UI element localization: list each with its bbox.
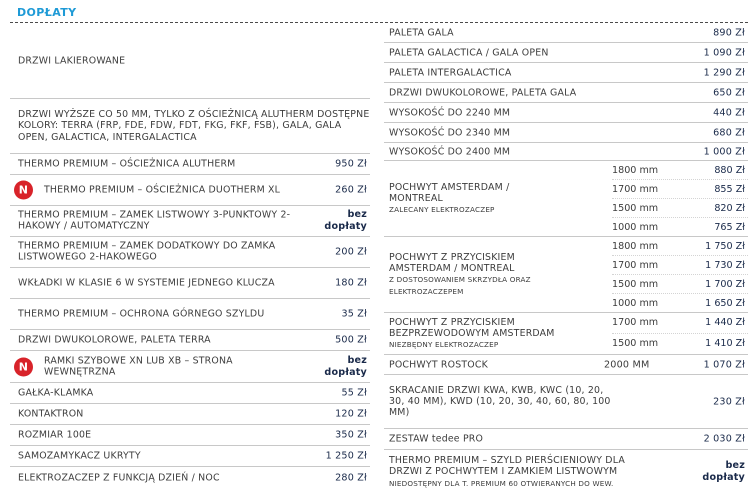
item-price: 1 250 Zł	[325, 450, 367, 462]
item-label: WYSOKOŚĆ DO 2340 MM	[389, 126, 511, 138]
list-item	[10, 330, 370, 351]
item-label: PALETA INTERGALACTICA	[389, 66, 512, 78]
item-label: GAŁKA-KLAMKA	[18, 387, 94, 399]
handle-group	[384, 237, 748, 313]
item-label: PALETA GALACTICA / GALA OPEN	[389, 46, 549, 58]
item-label: THERMO PREMIUM – OŚCIEŻNICA DUOTHERM XL	[44, 184, 281, 196]
item-price: 260 Zł	[335, 184, 367, 196]
size-price: 1 730 Zł	[705, 260, 745, 271]
handle-note: ZALECANY ELEKTROZACZEP	[389, 205, 495, 215]
item-price: bez dopłaty	[324, 354, 367, 378]
handle-note: Z DOSTOSOWANIEM SKRZYDŁA ORAZ ELEKTROZACZEPEM	[389, 275, 531, 296]
list-item	[10, 299, 370, 330]
list-item	[10, 467, 370, 488]
handle-name: POCHWYT Z PRZYCISKIEM AMSTERDAM / MONTREAL	[389, 251, 515, 275]
item-price: 2 030 Zł	[703, 433, 745, 445]
size-price: 1 700 Zł	[705, 279, 745, 290]
item-price: 1 090 Zł	[703, 46, 745, 58]
item-price: 200 Zł	[335, 246, 367, 258]
item-price: 1 000 Zł	[703, 145, 745, 157]
size-price: 1 410 Zł	[705, 338, 745, 349]
item-price: 950 Zł	[335, 158, 367, 170]
list-item	[384, 63, 748, 83]
item-price: 680 Zł	[713, 126, 745, 138]
size-price: 1 750 Zł	[705, 241, 745, 252]
size-price: 1 440 Zł	[705, 317, 745, 328]
list-item	[384, 429, 748, 450]
list-item	[10, 425, 370, 446]
item-label: DRZWI DWUKOLOROWE, PALETA GALA	[389, 86, 577, 98]
item-price: bez dopłaty	[702, 460, 745, 483]
item-price: bez dopłaty	[324, 209, 367, 232]
size-list	[612, 237, 748, 313]
list-item	[10, 154, 370, 175]
size-row	[612, 237, 748, 256]
list-item	[384, 83, 748, 103]
handle-group-label	[389, 181, 599, 215]
list-item	[10, 383, 370, 404]
item-label: THERMO PREMIUM – OŚCIEŻNICA ALUTHERM	[18, 158, 236, 170]
item-label: THERMO PREMIUM – ZAMEK LISTWOWY 3-PUNKTOWY 2-HAKOWY / AUTOMATYCZNY	[18, 209, 291, 232]
size-price: 880 Zł	[714, 165, 745, 176]
item-price: 890 Zł	[713, 27, 745, 39]
list-item	[384, 123, 748, 143]
item-price: 280 Zł	[335, 471, 367, 483]
size-row	[612, 256, 748, 275]
handle-group-label	[389, 316, 599, 350]
handle-note: NIEZBĘDNY ELEKTROZACZEP	[389, 340, 499, 350]
size-mm: 1000 mm	[612, 222, 659, 233]
item-label: ROZMIAR 100E	[18, 429, 92, 441]
size-row	[612, 180, 748, 199]
item-price: 500 Zł	[335, 334, 367, 346]
item-label: DRZWI LAKIEROWANE	[18, 55, 126, 67]
item-label: SKRACANIE DRZWI KWA, KWB, KWC (10, 20, 30, 40 MM), KWD (10, 20, 30, 40, 60, 80, 100 MM)	[389, 384, 611, 419]
list-item	[10, 268, 370, 299]
item-price: 1 070 Zł	[703, 358, 745, 370]
size-row	[612, 199, 748, 218]
item-price: 1 290 Zł	[703, 66, 745, 78]
item-price: 35 Zł	[341, 308, 367, 320]
size-row	[612, 218, 748, 237]
new-badge-icon: N	[14, 181, 33, 200]
list-item	[10, 404, 370, 425]
list-item	[10, 99, 370, 154]
list-item	[384, 375, 748, 429]
size-list	[612, 313, 748, 355]
item-price: 650 Zł	[713, 86, 745, 98]
size-mm: 1500 mm	[612, 279, 659, 290]
item-label: WYSOKOŚĆ DO 2400 MM	[389, 145, 511, 157]
size-mm: 1800 mm	[612, 165, 659, 176]
item-price: 180 Zł	[335, 277, 367, 289]
list-item	[10, 351, 370, 383]
list-item	[10, 446, 370, 467]
item-label: DRZWI WYŻSZE CO 50 MM, TYLKO Z OŚCIEŻNICĄ ALUTHERM DOSTĘPNE KOLORY: TERRA (FRP, FDE, FDW, FDT, FKG, FKF, FSB), GALA, GALA OPEN, GALACTICA, INTERGALACTICA	[18, 108, 370, 143]
list-item	[384, 355, 748, 375]
size-list	[612, 161, 748, 237]
item-price: 120 Zł	[335, 408, 367, 420]
handle-group	[384, 161, 748, 237]
left-price-column	[10, 24, 370, 488]
item-price: 440 Zł	[713, 106, 745, 118]
size-row	[612, 294, 748, 313]
item-price: 350 Zł	[335, 429, 367, 441]
size-price: 820 Zł	[714, 203, 745, 214]
item-label: ZESTAW tedee PRO	[389, 433, 484, 445]
handle-group-label	[389, 252, 599, 298]
handle-name: POCHWYT AMSTERDAM / MONTREAL	[389, 181, 510, 204]
list-item	[384, 450, 748, 494]
list-item	[384, 103, 748, 123]
title-divider	[10, 22, 748, 23]
size-mm: 2000 MM	[604, 358, 650, 370]
list-item	[10, 237, 370, 268]
list-item	[384, 43, 748, 63]
size-mm: 1700 mm	[612, 184, 659, 195]
size-price: 855 Zł	[714, 184, 745, 195]
item-label: SAMOZAMYKACZ UKRYTY	[18, 450, 141, 462]
item-label: RAMKI SZYBOWE XN LUB XB – STRONA WEWNĘTRZNA	[44, 355, 233, 378]
size-row	[612, 161, 748, 180]
item-label: THERMO PREMIUM – ZAMEK DODATKOWY DO ZAMKA LISTWOWEGO 2-HAKOWEGO	[18, 240, 276, 263]
item-label: DRZWI DWUKOLOROWE, PALETA TERRA	[18, 334, 211, 346]
handle-group	[384, 313, 748, 355]
size-price: 1 650 Zł	[705, 298, 745, 309]
size-mm: 1700 mm	[612, 317, 659, 328]
item-label: POCHWYT ROSTOCK	[389, 358, 488, 370]
right-price-column	[384, 24, 748, 494]
size-mm: 1000 mm	[612, 298, 659, 309]
list-item	[10, 206, 370, 237]
size-mm: 1700 mm	[612, 260, 659, 271]
list-item	[384, 24, 748, 43]
section-title: DOPŁATY	[17, 6, 77, 19]
handle-name: POCHWYT Z PRZYCISKIEM BEZPRZEWODOWYM AMSTERDAM	[389, 316, 555, 339]
size-mm: 1500 mm	[612, 338, 659, 349]
item-price: 55 Zł	[341, 387, 367, 399]
size-row	[612, 313, 748, 334]
item-label: KONTAKTRON	[18, 408, 84, 420]
item-label: WKŁADKI W KLASIE 6 W SYSTEMIE JEDNEGO KLUCZA	[18, 277, 275, 289]
list-item	[10, 24, 370, 99]
item-label: WYSOKOŚĆ DO 2240 MM	[389, 106, 511, 118]
item-label: PALETA GALA	[389, 27, 454, 39]
list-item	[10, 175, 370, 206]
item-price: 230 Zł	[713, 395, 745, 407]
item-label: THERMO PREMIUM – OCHRONA GÓRNEGO SZYLDU	[18, 308, 265, 320]
size-price: 765 Zł	[714, 222, 745, 233]
ring-note: NIEDOSTĘPNY DLA T. PREMIUM 60 OTWIERANYCH DO WEW.	[389, 478, 614, 488]
size-mm: 1500 mm	[612, 203, 659, 214]
list-item	[384, 143, 748, 161]
item-label	[389, 455, 689, 489]
size-row	[612, 334, 748, 355]
size-mm: 1800 mm	[612, 241, 659, 252]
size-row	[612, 275, 748, 294]
ring-name: THERMO PREMIUM – SZYLD PIERŚCIENIOWY DLA DRZWI Z POCHWYTEM I ZAMKIEM LISTWOWYM	[389, 454, 625, 478]
new-badge-icon: N	[14, 357, 33, 376]
item-label: ELEKTROZACZEP Z FUNKCJĄ DZIEŃ / NOC	[18, 471, 220, 483]
